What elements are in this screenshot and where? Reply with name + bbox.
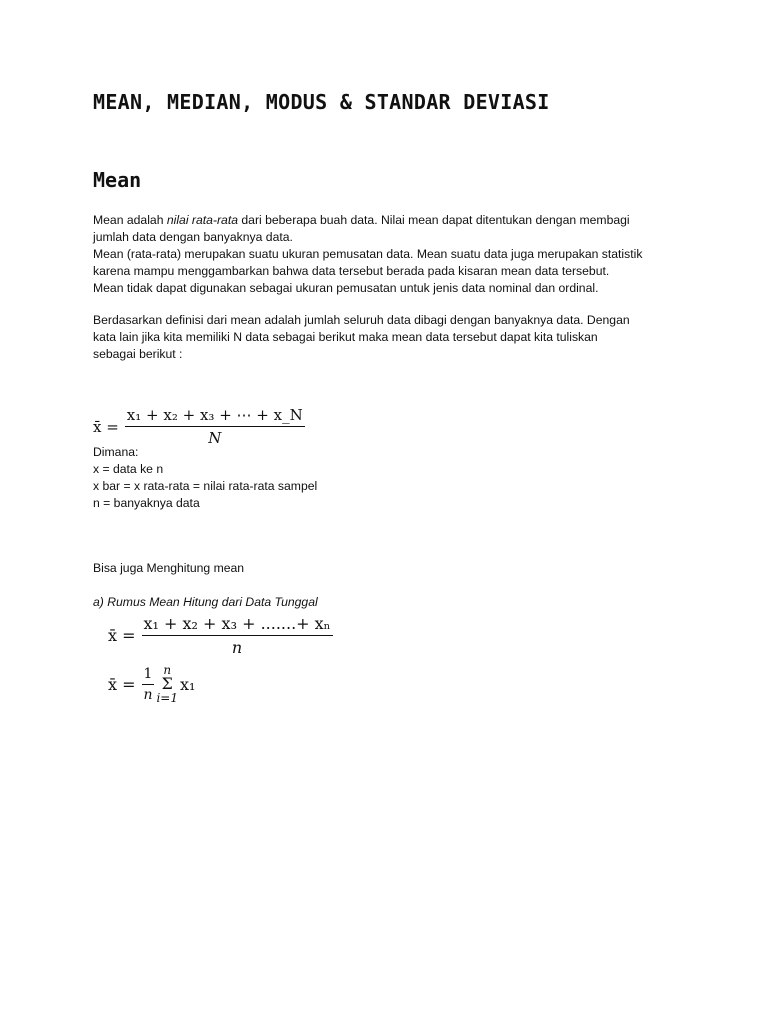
formula1-lhs: x̄ = (93, 417, 119, 436)
definition-line-2: kata lain jika kita memiliki N data sebagai berikut maka mean data tersebut dapat kita tuliskan (93, 330, 598, 344)
legend-heading: Dimana: (93, 445, 139, 459)
sigma-icon: Σ (161, 674, 173, 693)
legend-item-2: x bar = x rata-rata = nilai rata-rata sampel (93, 479, 318, 493)
formula3-lhs: x̄ = (108, 674, 136, 694)
formula-single-data-mean (108, 614, 333, 657)
formula3-coef-numerator: 1 (142, 666, 155, 685)
alt-intro-text: Bisa juga Menghitung mean (93, 561, 245, 575)
formula2-fraction (142, 614, 333, 657)
formula-population-mean (93, 406, 305, 447)
formula1-numerator: x₁ + x₂ + x₃ + ⋯ + x_N (125, 406, 305, 427)
intro-italic-term: nilai rata-rata (166, 213, 238, 227)
definition-line-1: Berdasarkan definisi dari mean adalah jumlah seluruh data dibagi dengan banyaknya data. Dengan (93, 313, 630, 327)
subsection-a-heading: a) Rumus Mean Hitung dari Data Tunggal (93, 595, 318, 609)
section-heading-mean: Mean (93, 168, 142, 192)
intro-line-4: karena mampu menggambarkan bahwa data tersebut berada pada kisaran mean data tersebut. (93, 264, 610, 278)
formula3-sum-upper: n (163, 663, 172, 677)
formula3-coef-denominator: n (143, 686, 153, 703)
alt-intro (93, 560, 693, 577)
mean-intro-paragraph (93, 212, 693, 297)
legend-item-3: n = banyaknya data (93, 496, 200, 510)
document-title: MEAN, MEDIAN, MODUS & STANDAR DEVIASI (93, 90, 550, 114)
formula1-denominator: N (208, 429, 222, 447)
formula-sigma-mean (108, 664, 195, 704)
formula1-fraction (125, 406, 305, 447)
intro-line-3: Mean (rata-rata) merupakan suatu ukuran pemusatan data. Mean suatu data juga merupakan statistik (93, 247, 643, 261)
formula3-term: x₁ (179, 674, 196, 694)
formula2-denominator: n (231, 638, 243, 657)
definition-line-3: sebagai berikut : (93, 347, 183, 361)
intro-line-1-start: Mean adalah (93, 213, 167, 227)
intro-line-5: Mean tidak dapat digunakan sebagai ukuran pemusatan untuk jenis data nominal dan ordinal. (93, 281, 599, 295)
legend-item-1: x = data ke n (93, 462, 164, 476)
intro-line-2: jumlah data dengan banyaknya data. (93, 230, 293, 244)
definition-paragraph (93, 312, 693, 363)
formula3-coefficient (142, 666, 155, 703)
formula2-numerator: x₁ + x₂ + x₃ + .......+ xₙ (142, 614, 333, 636)
formula3-sum (156, 664, 178, 704)
formula3-sum-lower: i=1 (156, 691, 178, 705)
legend-block (93, 444, 693, 512)
formula2-lhs: x̄ = (108, 626, 136, 645)
intro-line-1 (93, 212, 693, 229)
intro-line-1-end: dari beberapa buah data. Nilai mean dapat ditentukan dengan membagi (238, 213, 630, 227)
subsection-a (93, 594, 693, 611)
